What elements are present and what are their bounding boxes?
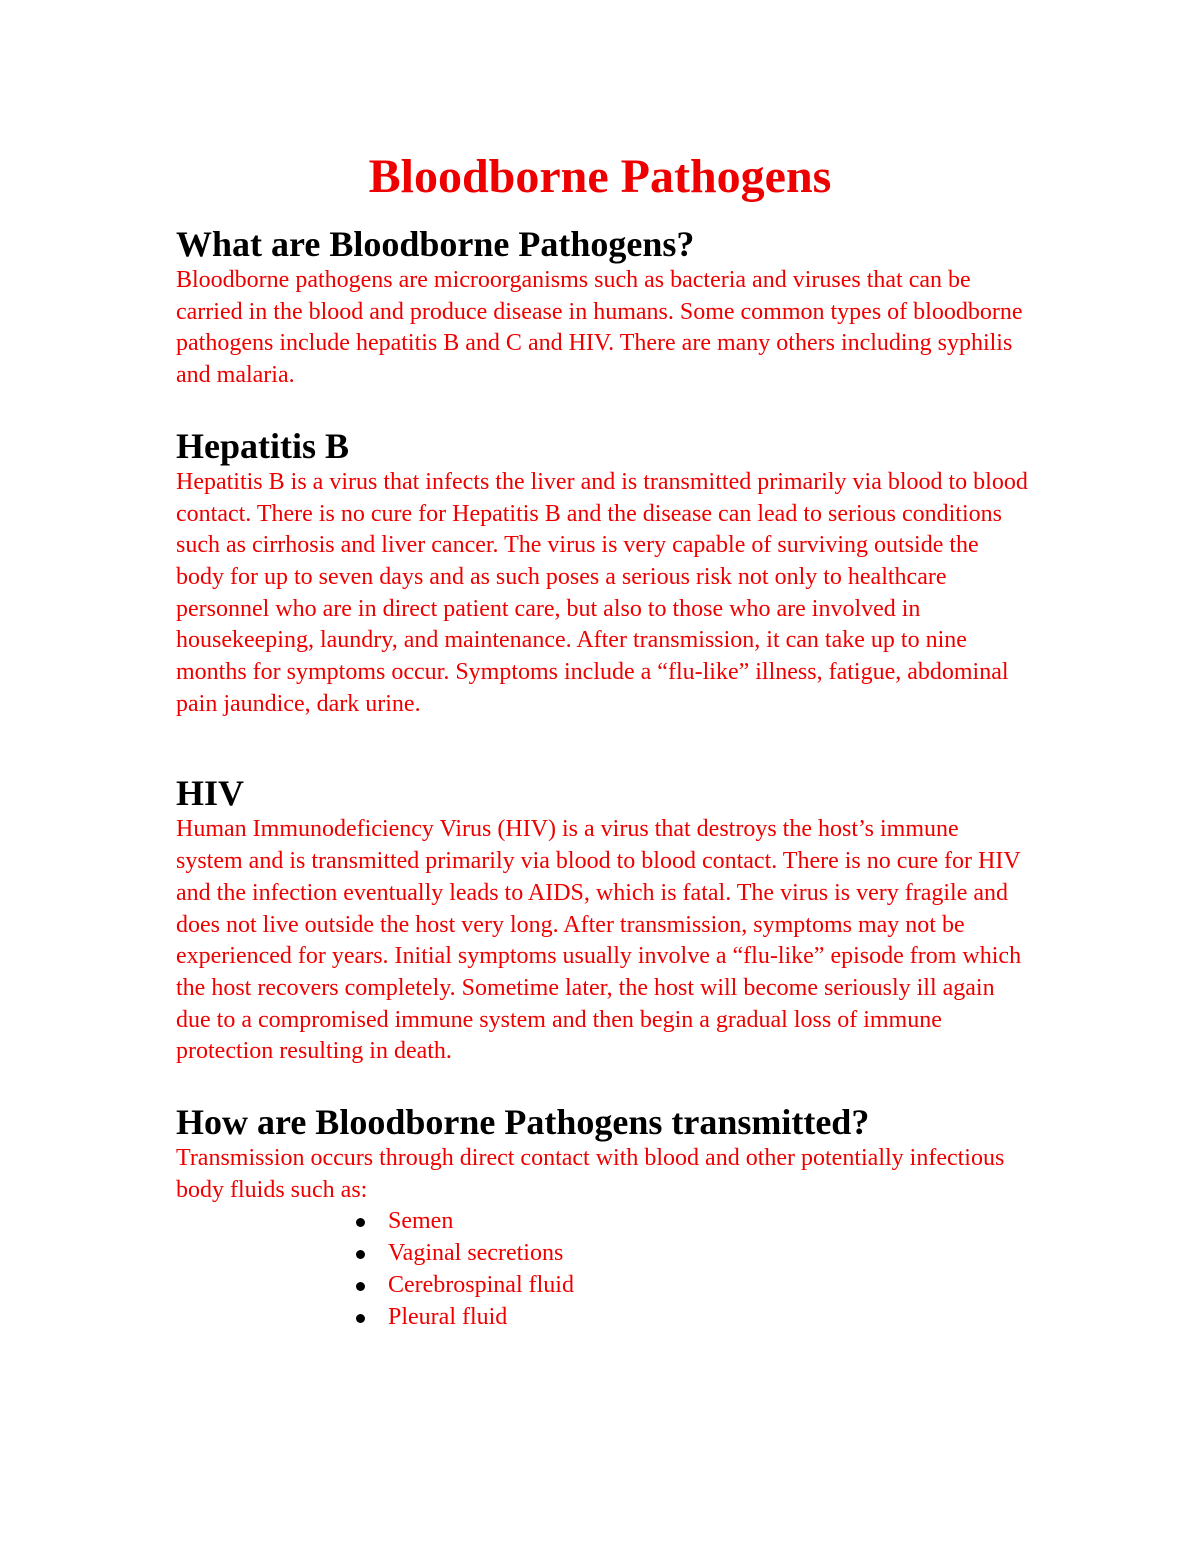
- section-heading: HIV: [176, 773, 245, 814]
- bullet-icon: [356, 1218, 365, 1227]
- section-hiv: [176, 772, 1030, 1068]
- list-item: [354, 1206, 1030, 1238]
- list-item-label: Semen: [388, 1208, 454, 1235]
- list-item: [354, 1302, 1030, 1334]
- document-title: Bloodborne Pathogens: [368, 150, 832, 203]
- spacer: [176, 720, 1030, 772]
- section-paragraph: Hepatitis B is a virus that infects the liver and is transmitted primarily via blood to blood contact. There is no cure for Hepatitis B and the disease can lead to serious conditions such as cirrhosis and liver cancer. The virus is very capable of surviving outside the body for up to seven days and as such poses a serious risk not only to healthcare personnel who are in direct patient care, but also to those who are involved in housekeeping, laundry, and maintenance. After transmission, it can take up to nine months for symptoms occur. Symptoms include a “flu-like” illness, fatigue, abdominal pain jaundice, dark urine.: [176, 468, 1028, 717]
- section-hepatitis-b: [176, 425, 1030, 721]
- section-paragraph: Human Immunodeficiency Virus (HIV) is a virus that destroys the host’s immune system and is transmitted primarily via blood to blood contact. There is no cure for HIV and the infection eventually leads to AIDS, which is fatal. The virus is very fragile and does not live outside the host very long. After transmission, symptoms may not be experienced for years. Initial symptoms usually involve a “flu-like” episode from which the host recovers completely. Sometime later, the host will become seriously ill again due to a compromised immune system and then begin a gradual loss of immune protection resulting in death.: [176, 816, 1022, 1065]
- spacer: [176, 1068, 1030, 1101]
- spacer: [176, 392, 1030, 425]
- section-heading: What are Bloodborne Pathogens?: [176, 224, 695, 264]
- list-item-label: Vaginal secretions: [388, 1240, 564, 1267]
- list-item: [354, 1270, 1030, 1302]
- list-item: [354, 1238, 1030, 1270]
- section-heading: Hepatitis B: [176, 425, 350, 466]
- bullet-icon: [356, 1282, 365, 1291]
- list-item-label: Cerebrospinal fluid: [388, 1271, 574, 1298]
- body-fluids-list: [176, 1206, 1030, 1333]
- list-item-label: Pleural fluid: [388, 1303, 508, 1330]
- section-transmission: [176, 1101, 1030, 1333]
- section-paragraph: Bloodborne pathogens are microorganisms such as bacteria and viruses that can be carried in the blood and produce disease in humans. Some common types of bloodborne pathogens include hepatitis B and C and HIV. There are many others including syphilis and malaria.: [176, 267, 1023, 389]
- section-what-are-bloodborne-pathogens: [176, 223, 1030, 392]
- bullet-icon: [356, 1250, 365, 1259]
- section-heading: How are Bloodborne Pathogens transmitted?: [176, 1102, 870, 1143]
- section-paragraph: Transmission occurs through direct contact with blood and other potentially infectious body fluids such as:: [176, 1145, 1005, 1203]
- bullet-icon: [356, 1314, 365, 1323]
